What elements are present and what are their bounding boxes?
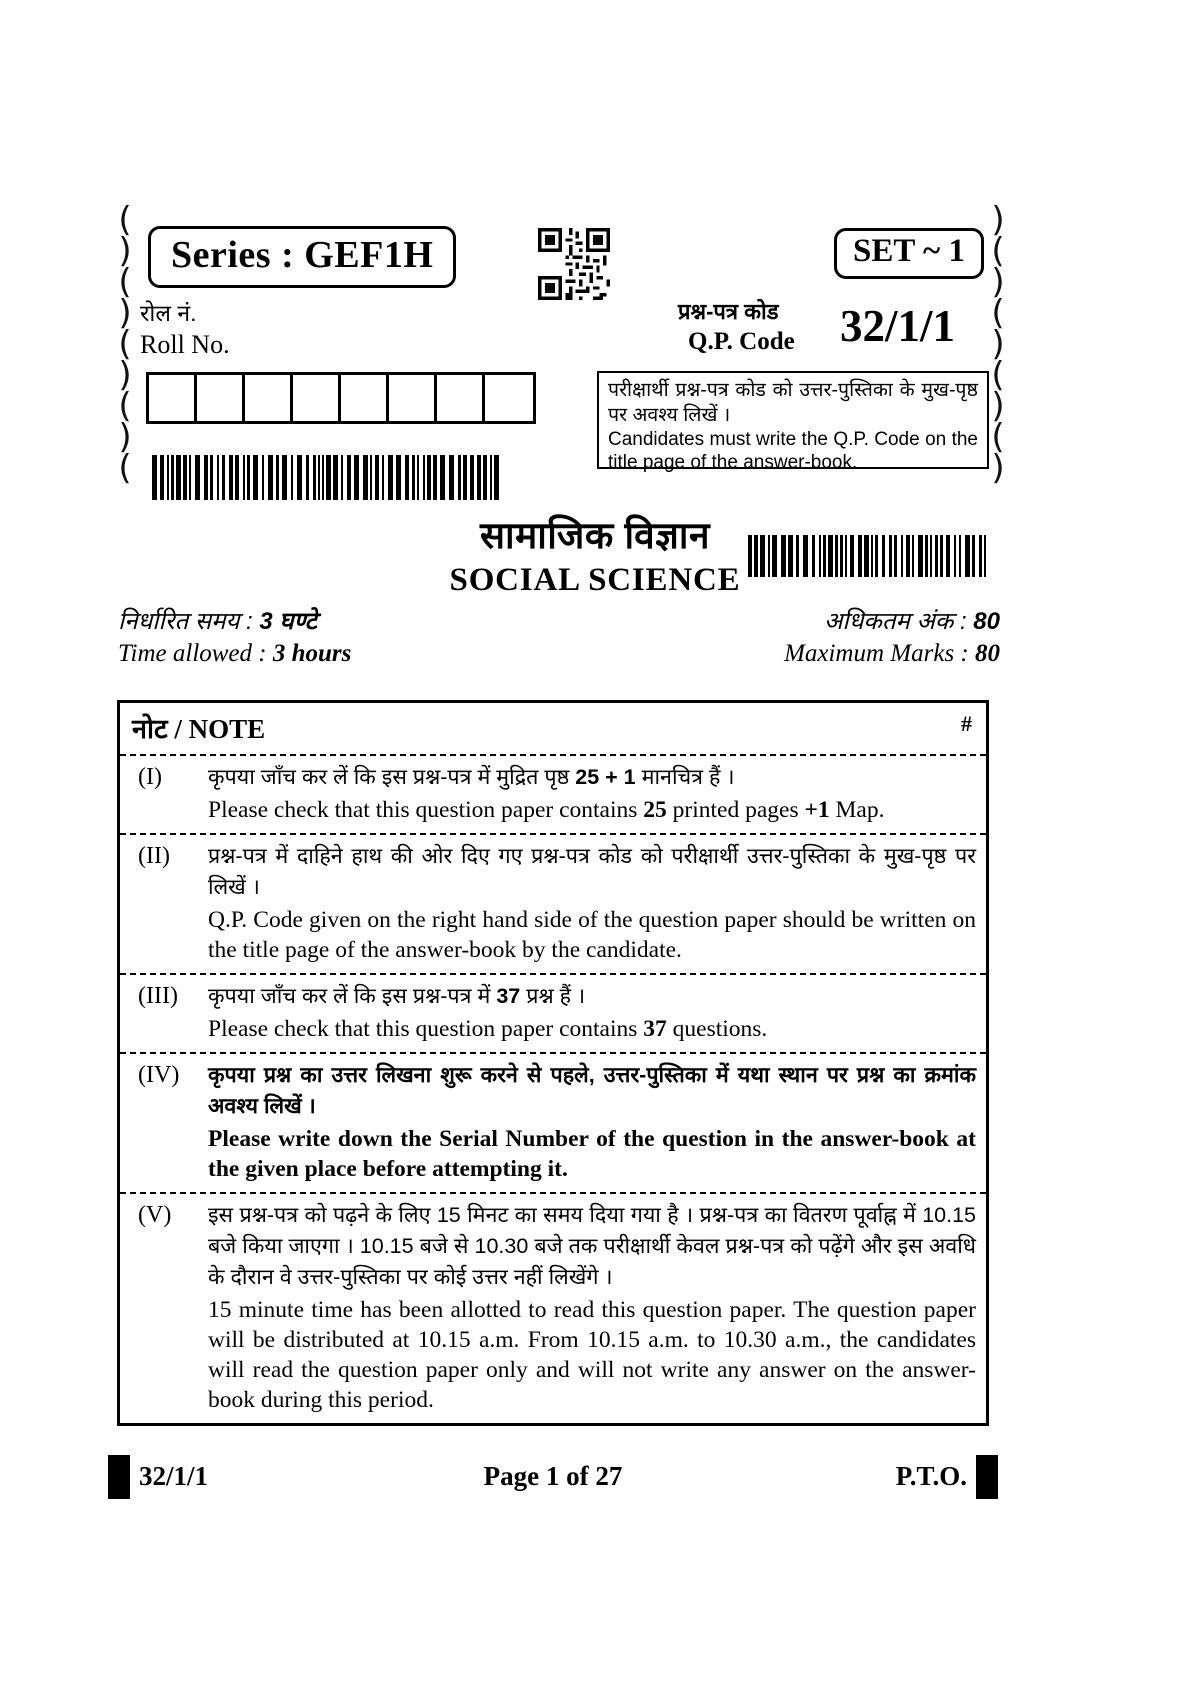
subject-title-english: SOCIAL SCIENCE: [449, 562, 741, 598]
footer-qp-code: 32/1/1: [139, 1461, 209, 1491]
note-row-number: (I): [138, 764, 162, 790]
roll-no-cell[interactable]: [437, 375, 485, 421]
roll-no-cell[interactable]: [389, 375, 437, 421]
note-text-english: 15 minute time has been allotted to read this question paper. The question paper will be distributed at 10.15 a.m. From 10.15 a.m. to 10.30 a.m., the candidates will read the question paper only and will not write any answer on the answer-book during this period.: [208, 1297, 976, 1413]
qp-code-label-hindi: प्रश्न-पत्र कोड: [678, 299, 779, 324]
note-text-hindi: कृपया जाँच कर लें कि इस प्रश्न-पत्र में मुद्रित पृष्ठ 25 + 1 मानचित्र हैं ।: [208, 765, 735, 789]
roll-no-cell[interactable]: [293, 375, 341, 421]
roll-no-label-hindi: रोल नं.: [140, 300, 197, 326]
barcode-icon-roll: [152, 455, 502, 500]
candidate-notice-box: [597, 371, 989, 473]
roll-no-input-grid[interactable]: [146, 372, 536, 424]
note-text-hindi: कृपया जाँच कर लें कि इस प्रश्न-पत्र में 37 प्रश्न हैं ।: [208, 984, 586, 1008]
maximum-marks-hindi: अधिकतम अंक : 80: [824, 608, 1000, 635]
candidate-notice-hindi: परीक्षार्थी प्रश्न-पत्र कोड को उत्तर-पुस्तिका के मुख-पृष्ठ पर अवश्य लिखें ।: [608, 379, 978, 426]
note-text-english: Please check that this question paper contains 25 printed pages +1 Map.: [208, 797, 885, 823]
maximum-marks-hindi-value: 80: [973, 608, 1000, 635]
note-row: [120, 835, 986, 975]
time-allowed-english: Time allowed : 3 hours: [118, 640, 352, 667]
note-text-hindi: प्रश्न-पत्र में दाहिने हाथ की ओर दिए गए प्रश्न-पत्र कोड को परीक्षार्थी उत्तर-पुस्तिका के मुख-पृष्ठ पर लिखें ।: [208, 844, 976, 899]
maximum-marks-english-value: 80: [975, 640, 1000, 667]
note-row-number: (III): [138, 983, 178, 1009]
note-table: [117, 700, 989, 1426]
roll-no-cell[interactable]: [485, 375, 533, 421]
note-text-english: Q.P. Code given on the right hand side of the question paper should be written on the title page of the answer-book by the candidate.: [208, 907, 976, 963]
note-table-heading: [120, 703, 986, 756]
note-row-body: [208, 981, 976, 1044]
subject-title-hindi: सामाजिक विज्ञान: [479, 515, 711, 556]
qr-code-icon: [538, 228, 610, 300]
qp-code-value: 32/1/1: [840, 301, 956, 351]
roll-no-cell[interactable]: [149, 375, 197, 421]
time-allowed-hindi-value: 3 घण्टे: [259, 608, 317, 635]
note-row: [120, 756, 986, 835]
note-hash-marker: #: [961, 711, 972, 736]
note-text-hindi: इस प्रश्न-पत्र को पढ़ने के लिए 15 मिनट का समय दिया गया है । प्रश्न-पत्र का वितरण पूर्वाह्न में 10.15 बजे किया जाएगा । 10.15 बजे से 10.30 बजे तक परीक्षार्थी केवल प्रश्न-पत्र को पढ़ेंगे और इस अवधि के दौरान वे उत्तर-पुस्तिका पर कोई उत्तर नहीं लिखेंगे ।: [208, 1203, 976, 1289]
note-row-number: (V): [138, 1202, 172, 1228]
note-row-number: (II): [138, 843, 170, 869]
note-row-body: [208, 1200, 976, 1415]
page-footer: [117, 1455, 989, 1499]
note-row: [120, 975, 986, 1054]
time-allowed-hindi: निर्धारित समय : 3 घण्टे: [118, 608, 317, 635]
roll-no-cell[interactable]: [341, 375, 389, 421]
footer-pto: P.T.O.: [895, 1461, 967, 1491]
spine-decoration-right: ) ( ) ( ) ( ) ( ): [991, 200, 1005, 488]
roll-no-cell[interactable]: [197, 375, 245, 421]
candidate-notice-english: Candidates must write the Q.P. Code on the title page of the answer-book.: [608, 429, 978, 473]
note-row: [120, 1194, 986, 1423]
roll-no-label-english: Roll No.: [140, 330, 230, 359]
note-row-body: [208, 1060, 976, 1184]
note-text-english: Please check that this question paper contains 37 questions.: [208, 1016, 768, 1042]
note-text-english: Please write down the Serial Number of the question in the answer-book at the given place before attempting it.: [208, 1126, 976, 1182]
note-text-hindi: कृपया प्रश्न का उत्तर लिखना शुरू करने से पहले, उत्तर-पुस्तिका में यथा स्थान पर प्रश्न का क्रमांक अवश्य लिखें ।: [208, 1063, 976, 1118]
time-allowed-english-value: 3 hours: [272, 640, 352, 667]
series-label: Series : GEF1H: [148, 226, 456, 288]
note-row-body: [208, 762, 976, 825]
note-heading-text: नोट / NOTE: [132, 714, 266, 744]
set-label: SET ~ 1: [834, 228, 984, 279]
note-row-number: (IV): [138, 1062, 180, 1088]
maximum-marks-english: Maximum Marks : 80: [784, 640, 1000, 667]
note-row-body: [208, 841, 976, 965]
footer-page-number: Page 1 of 27: [483, 1461, 623, 1491]
spine-decoration-left: ( ) ( ) ( ) ( ) (: [118, 200, 132, 488]
note-row: [120, 1054, 986, 1194]
roll-no-cell[interactable]: [245, 375, 293, 421]
qp-code-label-english: Q.P. Code: [688, 328, 795, 355]
